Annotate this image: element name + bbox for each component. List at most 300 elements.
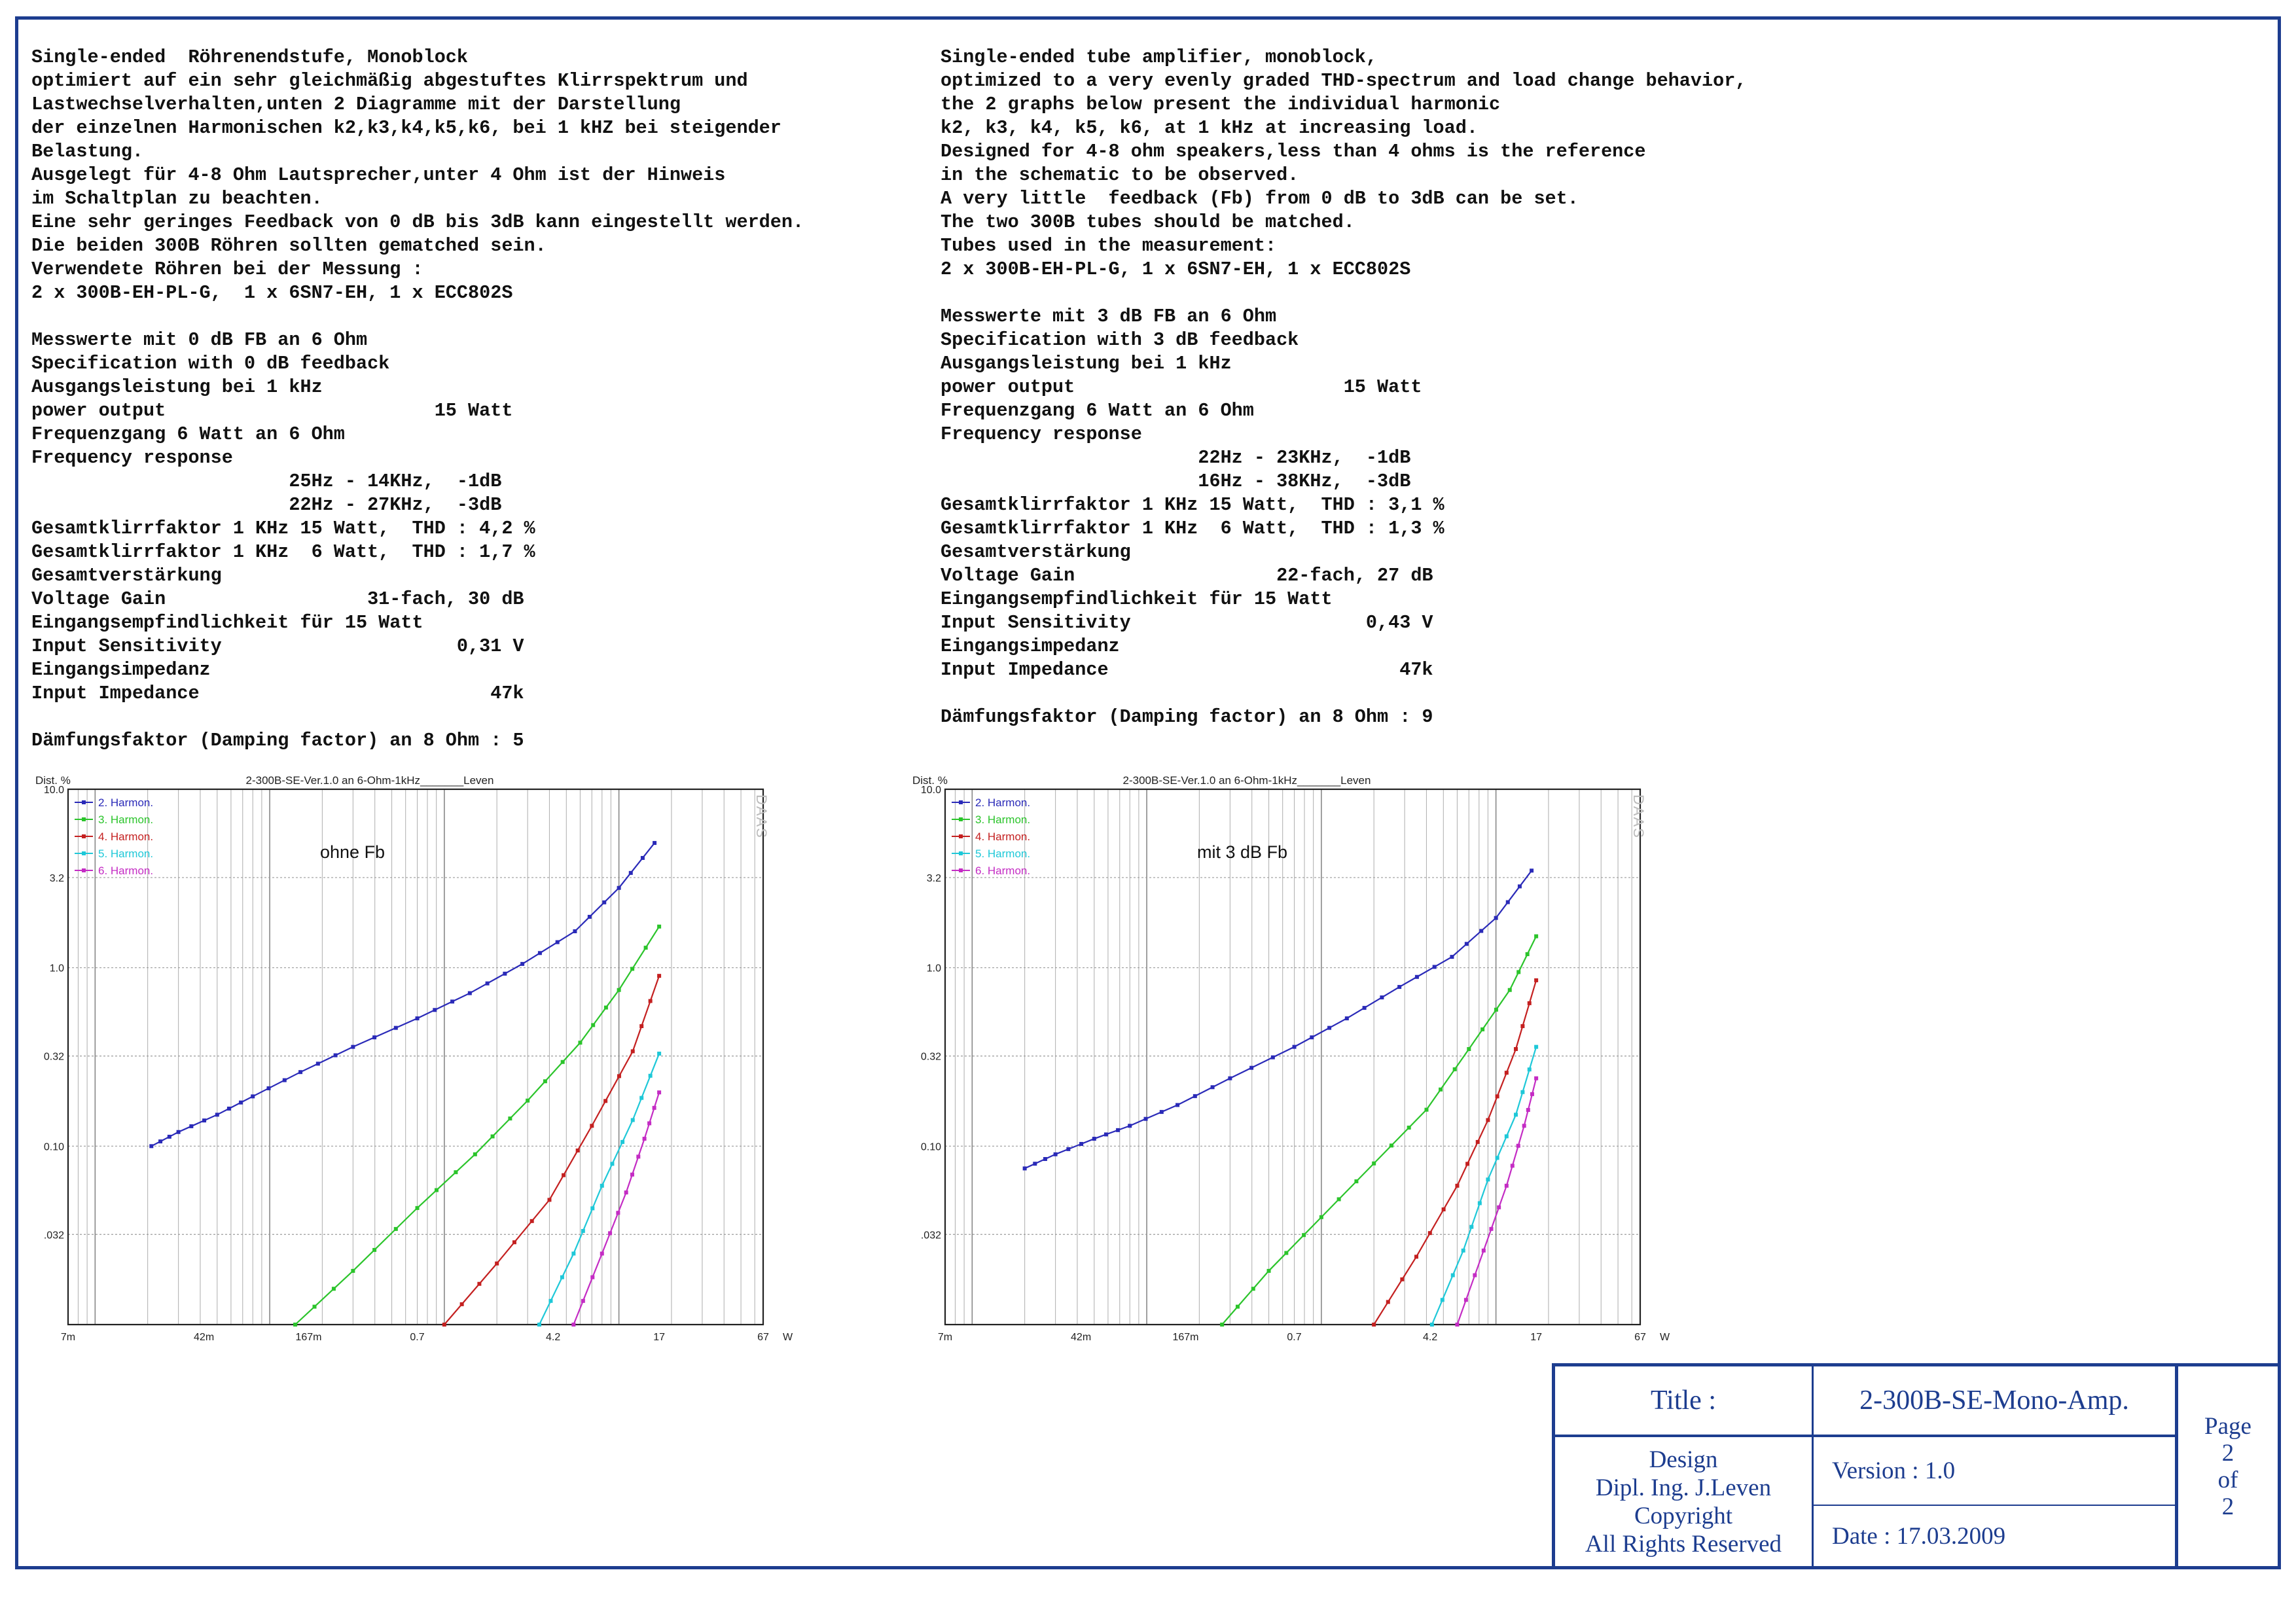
data-point (1433, 965, 1437, 969)
data-point (1211, 1085, 1215, 1089)
legend-marker (959, 868, 963, 872)
data-point (590, 1275, 594, 1279)
data-point (1128, 1124, 1132, 1128)
data-point (1482, 1249, 1486, 1253)
data-point (1514, 1047, 1518, 1051)
data-point (435, 1188, 439, 1192)
page-number (2178, 1366, 2278, 1566)
data-point (643, 1137, 647, 1141)
series-line (151, 843, 655, 1146)
data-point (1455, 1323, 1459, 1327)
data-point (1478, 1202, 1482, 1205)
data-point (1506, 901, 1510, 904)
text-line: Gesamtverstärkung (941, 541, 1131, 563)
data-point (644, 946, 648, 950)
legend-marker (82, 800, 86, 804)
data-point (639, 1024, 643, 1028)
data-point (1092, 1137, 1096, 1141)
data-point (1441, 1298, 1444, 1302)
data-point (508, 1116, 512, 1120)
data-point (617, 1074, 621, 1078)
legend-marker (959, 817, 963, 821)
data-point (416, 1016, 420, 1020)
data-point (1345, 1016, 1349, 1020)
chart-annotation: ohne Fb (320, 842, 386, 862)
data-point (283, 1079, 287, 1082)
data-point (630, 967, 634, 971)
series-5-harmonic (1430, 1045, 1538, 1327)
y-tick-label: 3.2 (926, 872, 941, 884)
data-point (1505, 1184, 1509, 1188)
data-point (610, 1162, 614, 1166)
data-point (1079, 1142, 1083, 1146)
text-line: Messwerte mit 3 dB FB an 6 Ohm (941, 306, 1277, 327)
legend-label: 3. Harmon. (98, 813, 154, 826)
design-credit (1555, 1437, 1812, 1566)
y-axis-label: Dist. % (912, 774, 948, 787)
data-point (416, 1206, 420, 1210)
text-line: Lastwechselverhalten,unten 2 Diagramme mit der Darstellung (31, 94, 681, 115)
chart-annotation: mit 3 dB Fb (1197, 842, 1288, 862)
data-point (571, 1251, 575, 1255)
data-point (1494, 1008, 1498, 1012)
data-point (1397, 985, 1401, 989)
data-point (1228, 1077, 1232, 1080)
plot-frame (68, 789, 763, 1325)
data-point (636, 1154, 640, 1158)
title-label: Title : (1651, 1385, 1716, 1416)
text-line: Input Impedance 47k (31, 683, 524, 704)
text-line: Eingangsimpedanz (941, 635, 1120, 657)
data-point (1310, 1035, 1314, 1039)
legend-marker (82, 851, 86, 855)
data-point (239, 1101, 243, 1105)
text-line: Specification with 0 dB feedback (31, 353, 390, 374)
data-point (1451, 1274, 1455, 1277)
data-point (590, 1124, 594, 1128)
text-line: optimized to a very evenly graded THD-spectrum and load change behavior, (941, 70, 1747, 92)
data-point (1462, 1249, 1465, 1253)
text-line: k2, k3, k4, k5, k6, at 1 kHz at increasing load. (941, 117, 1478, 139)
data-point (267, 1086, 271, 1090)
data-point (1407, 1126, 1411, 1130)
data-point (1104, 1132, 1108, 1136)
data-point (1494, 916, 1498, 920)
data-point (512, 1240, 516, 1244)
data-point (1023, 1166, 1027, 1170)
data-point (313, 1305, 317, 1309)
spec-text-english (941, 46, 1746, 729)
chart-svg-mit-3db-fb (903, 766, 1689, 1348)
data-point (547, 1198, 551, 1202)
data-point (1526, 952, 1530, 956)
data-point (548, 1299, 552, 1303)
data-point (298, 1070, 302, 1074)
data-point (473, 1152, 477, 1156)
text-line (941, 281, 1746, 305)
text-line: power output 15 Watt (941, 376, 1422, 398)
text-line: optimiert auf ein sehr gleichmäßig abgestuftes Klirrspektrum und (31, 70, 748, 92)
data-point (620, 1140, 624, 1144)
data-point (1480, 1027, 1484, 1031)
data-point (189, 1124, 193, 1128)
text-line: der einzelnen Harmonischen k2,k3,k4,k5,k6, bei 1 kHZ bei steigender (31, 117, 781, 139)
x-tick-label: 42m (1071, 1332, 1092, 1343)
data-point (1467, 1047, 1471, 1051)
x-tick-label: 17 (1530, 1332, 1543, 1343)
data-point (631, 1118, 635, 1122)
data-point (1354, 1179, 1358, 1183)
text-line: in the schematic to be observed. (941, 164, 1299, 186)
data-point (1508, 988, 1512, 992)
data-point (649, 1074, 653, 1078)
y-tick-label: 0.10 (920, 1141, 941, 1153)
data-point (372, 1035, 376, 1039)
data-point (657, 974, 661, 978)
text-line: Ausgangsleistung bei 1 kHz (941, 353, 1232, 374)
text-line: Input Sensitivity 0,43 V (941, 612, 1433, 633)
data-point (1511, 1164, 1515, 1168)
data-point (177, 1130, 181, 1134)
data-point (560, 1275, 564, 1279)
data-point (1302, 1233, 1306, 1237)
text-line: A very little feedback (Fb) from 0 dB to 3dB can be set. (941, 188, 1579, 209)
data-point (604, 1006, 608, 1010)
data-point (1505, 1071, 1509, 1075)
legend-label: 5. Harmon. (975, 847, 1031, 860)
data-point (1284, 1251, 1288, 1255)
data-point (1220, 1323, 1224, 1327)
text-line: Gesamtverstärkung (31, 565, 222, 586)
text-line: im Schaltplan zu beachten. (31, 188, 323, 209)
data-point (1236, 1305, 1240, 1309)
data-point (1293, 1045, 1297, 1049)
data-point (1464, 1298, 1468, 1302)
data-point (372, 1248, 376, 1252)
series-line (295, 927, 659, 1325)
data-point (394, 1227, 398, 1231)
series-line (1432, 1047, 1536, 1325)
data-point (1439, 1088, 1443, 1092)
data-point (334, 1053, 338, 1057)
data-point (1453, 1067, 1457, 1071)
x-tick-label: 67 (1634, 1332, 1646, 1343)
x-tick-label: 17 (653, 1332, 666, 1343)
design-line: Design (1649, 1446, 1718, 1473)
text-line: The two 300B tubes should be matched. (941, 211, 1355, 233)
data-point (1337, 1197, 1341, 1201)
x-tick-label: 4.2 (545, 1332, 561, 1343)
page-line: 2 (2221, 1439, 2234, 1467)
data-point (1479, 929, 1483, 933)
series-line (444, 976, 659, 1325)
data-point (588, 915, 592, 919)
data-point (1372, 1323, 1376, 1327)
plot-frame (945, 789, 1640, 1325)
y-tick-label: 0.32 (920, 1051, 941, 1063)
series-3-harmonic (293, 925, 661, 1327)
text-line: Frequency response (941, 423, 1142, 445)
text-line: Tubes used in the measurement: (941, 235, 1277, 257)
data-point (1520, 1090, 1524, 1094)
page-line: Page (2204, 1412, 2251, 1440)
spec-text-german (31, 46, 804, 753)
text-line (31, 705, 804, 729)
legend-marker (82, 834, 86, 838)
legend-marker (959, 851, 963, 855)
data-point (617, 988, 621, 992)
data-point (1486, 1118, 1490, 1122)
text-line (941, 682, 1746, 705)
data-point (1465, 1162, 1469, 1166)
data-point (1526, 1108, 1530, 1112)
text-line: Eine sehr geringes Feedback von 0 dB bis 3dB kann eingestellt werden. (31, 211, 804, 233)
data-point (1033, 1162, 1037, 1166)
grid-lines (945, 789, 1640, 1325)
data-point (468, 991, 472, 995)
text-line: Input Sensitivity 0,31 V (31, 635, 524, 657)
legend-label: 5. Harmon. (98, 847, 154, 860)
grid-lines (68, 789, 763, 1325)
text-line: 25Hz - 14KHz, -1dB (31, 471, 502, 492)
data-point (576, 1149, 580, 1152)
data-point (657, 1090, 661, 1094)
series-line (539, 1054, 659, 1325)
data-point (649, 999, 653, 1003)
data-point (442, 1323, 446, 1327)
data-point (316, 1061, 320, 1065)
design-line: Dipl. Ing. J.Leven (1595, 1474, 1772, 1501)
data-point (1054, 1152, 1058, 1156)
data-point (433, 1008, 437, 1012)
data-point (1516, 1144, 1520, 1148)
text-line: 22Hz - 27KHz, -3dB (31, 494, 502, 516)
series-line (573, 1092, 659, 1325)
text-line: Dämfungsfaktor (Damping factor) an 8 Ohm : 9 (941, 706, 1433, 728)
text-line: Ausgelegt für 4-8 Ohm Lautsprecher,unter 4 Ohm ist der Hinweis (31, 164, 726, 186)
data-point (495, 1262, 499, 1266)
data-point (641, 856, 645, 860)
data-point (1469, 1225, 1473, 1229)
data-point (562, 1173, 565, 1177)
legend-label: 2. Harmon. (975, 796, 1031, 809)
data-point (1528, 1001, 1532, 1005)
y-tick-label: 1.0 (49, 963, 64, 974)
data-point (1400, 1277, 1404, 1281)
text-line: Die beiden 300B Röhren sollten gematched sein. (31, 235, 547, 257)
data-point (486, 982, 490, 986)
x-tick-label: 167m (1172, 1332, 1199, 1343)
y-tick-label: 10.0 (43, 785, 64, 796)
daas-watermark: DAAS (1630, 794, 1647, 839)
data-point (477, 1282, 481, 1286)
data-point (1043, 1157, 1047, 1161)
data-point (1193, 1094, 1197, 1098)
y-tick-label: .032 (43, 1230, 64, 1241)
data-point (1473, 1274, 1477, 1277)
text-line: Dämfungsfaktor (Damping factor) an 8 Ohm : 5 (31, 730, 524, 751)
legend-label: 4. Harmon. (98, 830, 154, 843)
x-tick-label: 67 (757, 1332, 769, 1343)
data-point (1160, 1110, 1164, 1114)
data-point (351, 1045, 355, 1049)
series-6-harmonic (571, 1090, 661, 1327)
data-point (1522, 1124, 1526, 1128)
data-point (1144, 1117, 1148, 1121)
data-point (647, 1121, 651, 1125)
data-point (1428, 1231, 1432, 1235)
design-line: All Rights Reserved (1585, 1530, 1782, 1558)
data-point (1496, 1094, 1499, 1098)
data-point (450, 999, 454, 1003)
data-point (1516, 970, 1520, 974)
design-line: Copyright (1634, 1502, 1733, 1529)
text-line: Eingangsempfindlichkeit für 15 Watt (941, 588, 1333, 610)
text-line: 2 x 300B-EH-PL-G, 1 x 6SN7-EH, 1 x ECC802S (941, 259, 1411, 280)
data-point (332, 1287, 336, 1291)
data-point (639, 1096, 643, 1100)
data-point (543, 1079, 547, 1083)
x-axis-unit: W (783, 1332, 793, 1343)
legend-label: 4. Harmon. (975, 830, 1031, 843)
text-line: Gesamtklirrfaktor 1 KHz 6 Watt, THD : 1,3 % (941, 518, 1444, 539)
x-axis-unit: W (1660, 1332, 1670, 1343)
text-line: Belastung. (31, 141, 144, 162)
y-axis-label: Dist. % (35, 774, 71, 787)
data-point (293, 1323, 297, 1327)
data-point (460, 1302, 464, 1306)
data-point (1442, 1207, 1446, 1211)
data-point (1534, 1077, 1538, 1080)
x-tick-label: 42m (194, 1332, 215, 1343)
data-point (1372, 1162, 1376, 1166)
text-line: Eingangsempfindlichkeit für 15 Watt (31, 612, 423, 633)
text-line: 2 x 300B-EH-PL-G, 1 x 6SN7-EH, 1 x ECC802S (31, 282, 513, 304)
y-tick-label: 1.0 (926, 963, 941, 974)
data-point (561, 1060, 565, 1064)
text-line: Frequenzgang 6 Watt an 6 Ohm (941, 400, 1254, 421)
text-line: Voltage Gain 22-fach, 27 dB (941, 565, 1433, 586)
data-point (1430, 1323, 1434, 1327)
data-point (578, 1041, 582, 1044)
data-point (454, 1170, 457, 1174)
data-point (1505, 1134, 1509, 1138)
x-tick-label: 167m (295, 1332, 322, 1343)
data-point (581, 1299, 585, 1303)
data-point (530, 1219, 534, 1223)
data-point (538, 951, 542, 955)
text-line (31, 305, 804, 329)
chart-svg-ohne-fb (26, 766, 812, 1348)
y-tick-label: 0.10 (43, 1141, 64, 1153)
x-tick-label: 7m (60, 1332, 76, 1343)
data-point (571, 1323, 575, 1327)
text-line: 22Hz - 23KHz, -1dB (941, 447, 1411, 469)
data-point (1271, 1056, 1275, 1060)
data-point (616, 1211, 620, 1215)
page-line: 2 (2221, 1493, 2234, 1520)
data-point (1486, 1177, 1490, 1181)
y-tick-label: 10.0 (920, 785, 941, 796)
daas-watermark: DAAS (753, 794, 770, 839)
chart-with-3db-feedback (903, 766, 1689, 1348)
data-point (149, 1144, 153, 1148)
page-line: of (2217, 1466, 2238, 1493)
legend-label: 6. Harmon. (98, 865, 154, 877)
data-point (1380, 995, 1384, 999)
data-point (251, 1094, 255, 1098)
data-point (600, 1251, 604, 1255)
data-point (1534, 1045, 1538, 1049)
data-point (1327, 1026, 1331, 1030)
text-line: Frequenzgang 6 Watt an 6 Ohm (31, 423, 345, 445)
data-point (1528, 1067, 1532, 1071)
chart-without-feedback (26, 766, 812, 1348)
series-4-harmonic (1372, 978, 1538, 1327)
data-point (1530, 1092, 1534, 1096)
title-block (1552, 1363, 2281, 1569)
data-point (202, 1118, 206, 1122)
y-tick-label: 0.32 (43, 1051, 64, 1063)
series-3-harmonic (1220, 935, 1538, 1327)
data-point (394, 1026, 398, 1030)
text-line: power output 15 Watt (31, 400, 513, 421)
data-point (590, 1206, 594, 1210)
text-line: Input Impedance 47k (941, 659, 1433, 681)
y-tick-label: 3.2 (49, 872, 64, 884)
data-point (227, 1107, 231, 1111)
data-point (1424, 1108, 1428, 1112)
data-point (215, 1113, 219, 1116)
legend-label: 3. Harmon. (975, 813, 1031, 826)
data-point (629, 871, 633, 875)
text-line: Single-ended tube amplifier, monoblock, (941, 46, 1378, 68)
data-point (603, 1099, 607, 1103)
text-line: Ausgangsleistung bei 1 kHz (31, 376, 323, 398)
legend-marker (959, 834, 963, 838)
data-point (1476, 1140, 1480, 1144)
data-point (1390, 1143, 1393, 1147)
data-point (1465, 942, 1469, 946)
text-line: Messwerte mit 0 dB FB an 6 Ohm (31, 329, 368, 351)
legend-label: 6. Harmon. (975, 865, 1031, 877)
text-line: Voltage Gain 31-fach, 30 dB (31, 588, 524, 610)
text-line: Gesamtklirrfaktor 1 KHz 6 Watt, THD : 1,7 % (31, 541, 535, 563)
text-line: Eingangsimpedanz (31, 659, 211, 681)
data-point (520, 962, 524, 966)
data-point (351, 1269, 355, 1273)
chart-title: 2-300B-SE-Ver.1.0 an 6-Ohm-1kHz_______Leven (1122, 774, 1371, 787)
text-line: Verwendete Röhren bei der Messung : (31, 259, 423, 280)
data-point (158, 1139, 162, 1143)
x-tick-label: 0.7 (410, 1332, 425, 1343)
data-point (1415, 975, 1419, 979)
chart-legend (952, 796, 1030, 877)
text-line: Frequency response (31, 447, 233, 469)
data-point (602, 901, 606, 904)
data-point (1514, 1113, 1518, 1116)
legend-marker (959, 800, 963, 804)
version-label: Version : 1.0 (1832, 1457, 1956, 1484)
data-point (1450, 955, 1454, 959)
chart-legend (75, 796, 153, 877)
series-line (1222, 936, 1536, 1325)
data-point (657, 1052, 661, 1056)
data-point (1249, 1066, 1253, 1070)
text-line: Specification with 3 dB feedback (941, 329, 1299, 351)
data-point (1414, 1255, 1418, 1258)
data-point (573, 929, 577, 933)
